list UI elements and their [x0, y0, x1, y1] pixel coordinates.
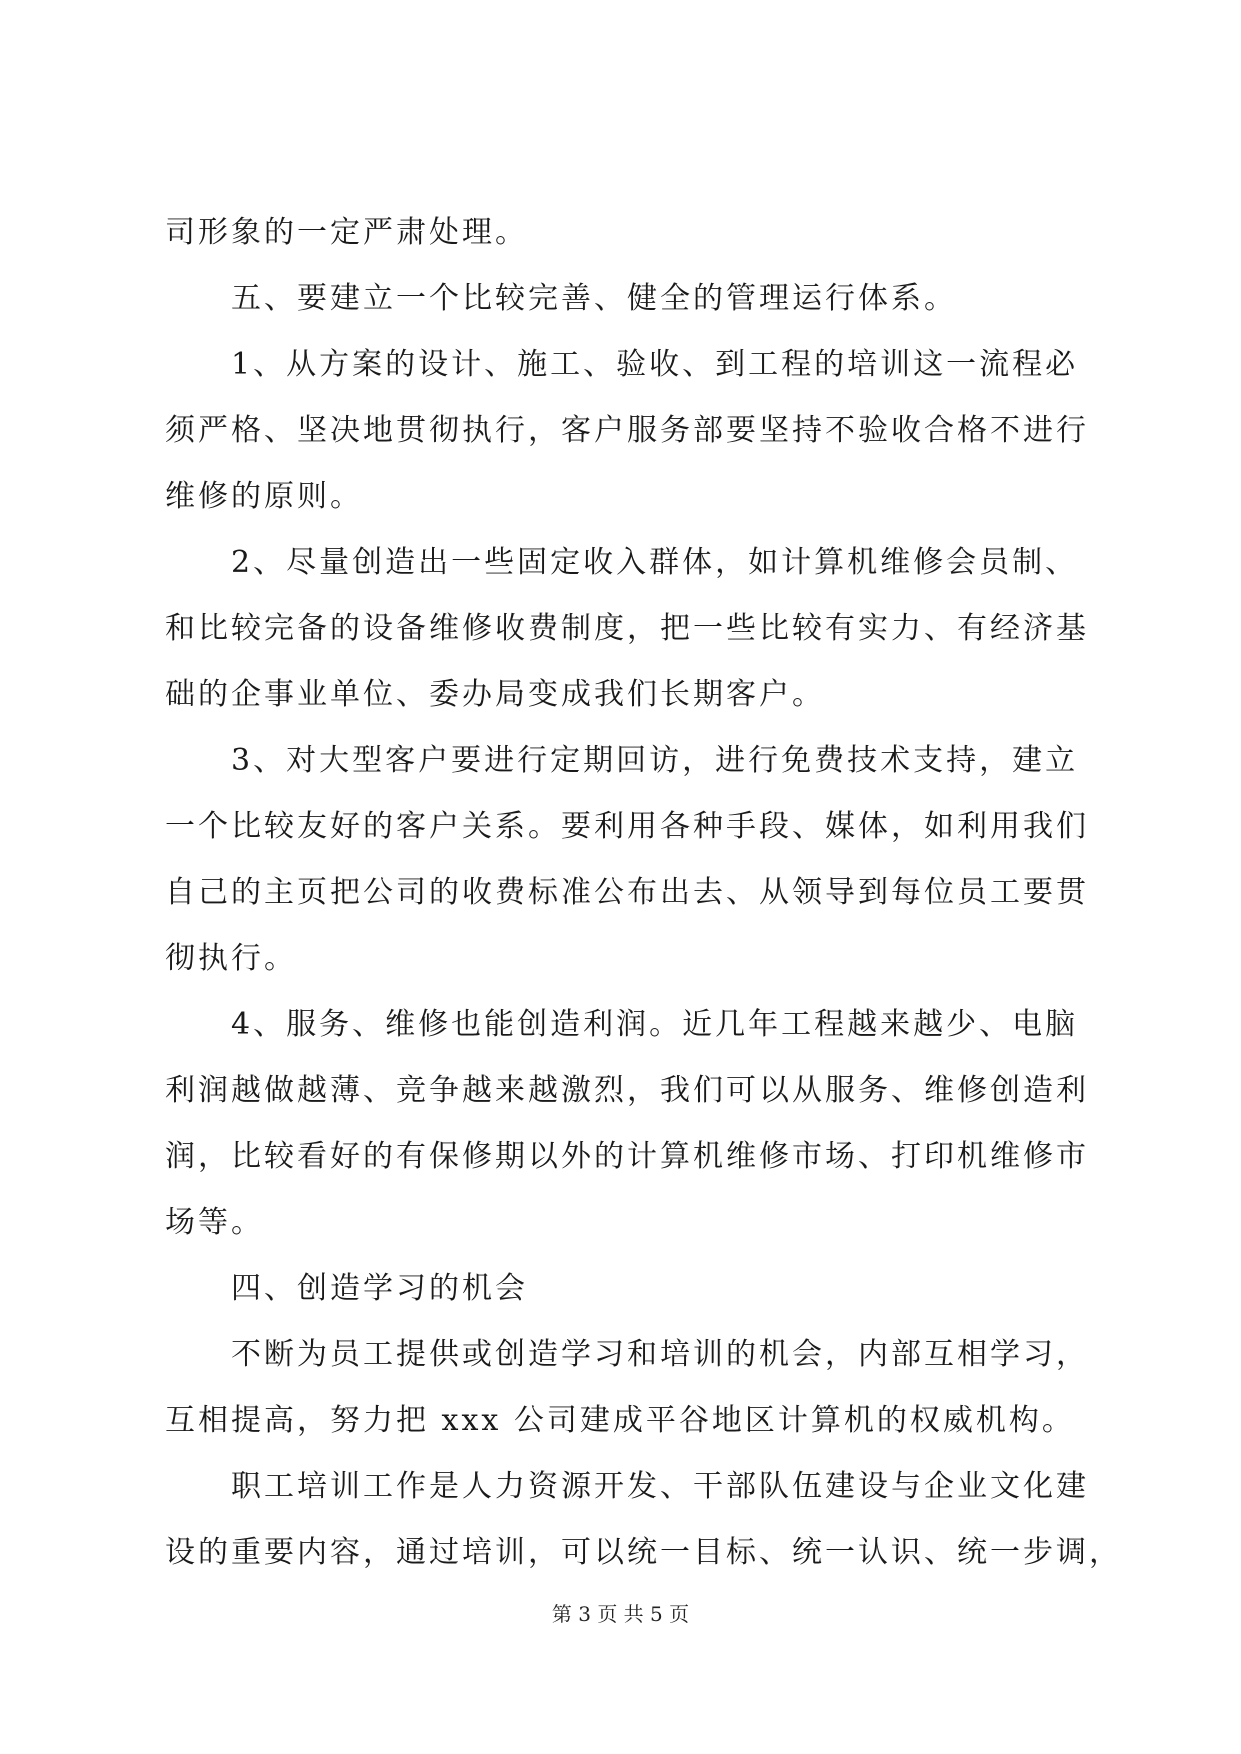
text-line: 彻执行。 [165, 941, 297, 976]
text-line: 须严格、坚决地贯彻执行，客户服务部要坚持不验收合格不进行 [165, 413, 1089, 448]
text-line: 职工培训工作是人力资源开发、干部队伍建设与企业文化建 [231, 1469, 1089, 1504]
text-line: 3、对大型客户要进行定期回访，进行免费技术支持，建立 [231, 743, 1079, 778]
text-line: 不断为员工提供或创造学习和培训的机会，内部互相学习， [231, 1337, 1089, 1372]
section-heading: 五、要建立一个比较完善、健全的管理运行体系。 [231, 281, 957, 316]
text-line: 设的重要内容，通过培训，可以统一目标、统一认识、统一步调， [165, 1535, 1122, 1570]
text-line: 和比较完备的设备维修收费制度，把一些比较有实力、有经济基 [165, 611, 1089, 646]
text-line: 自己的主页把公司的收费标准公布出去、从领导到每位员工要贯 [165, 875, 1089, 910]
text-line: 一个比较友好的客户关系。要利用各种手段、媒体，如利用我们 [165, 809, 1089, 844]
text-line: 利润越做越薄、竞争越来越激烈，我们可以从服务、维修创造利 [165, 1073, 1089, 1108]
text-line: 互相提高，努力把 xxx 公司建成平谷地区计算机的权威机构。 [165, 1403, 1075, 1438]
text-line: 4、服务、维修也能创造利润。近几年工程越来越少、电脑 [231, 1007, 1079, 1042]
text-line: 司形象的一定严肃处理。 [165, 215, 528, 250]
text-line: 础的企事业单位、委办局变成我们长期客户。 [165, 677, 825, 712]
document-body [165, 200, 1122, 1586]
text-line: 2、尽量创造出一些固定收入群体，如计算机维修会员制、 [231, 545, 1079, 580]
text-line: 润，比较看好的有保修期以外的计算机维修市场、打印机维修市 [165, 1139, 1089, 1174]
section-heading: 四、创造学习的机会 [231, 1271, 528, 1306]
text-line: 场等。 [165, 1205, 264, 1240]
text-line: 维修的原则。 [165, 479, 363, 514]
text-line: 1、从方案的设计、施工、验收、到工程的培训这一流程必 [231, 347, 1079, 382]
page-number-footer: 第 3 页 共 5 页 [551, 1602, 690, 1626]
